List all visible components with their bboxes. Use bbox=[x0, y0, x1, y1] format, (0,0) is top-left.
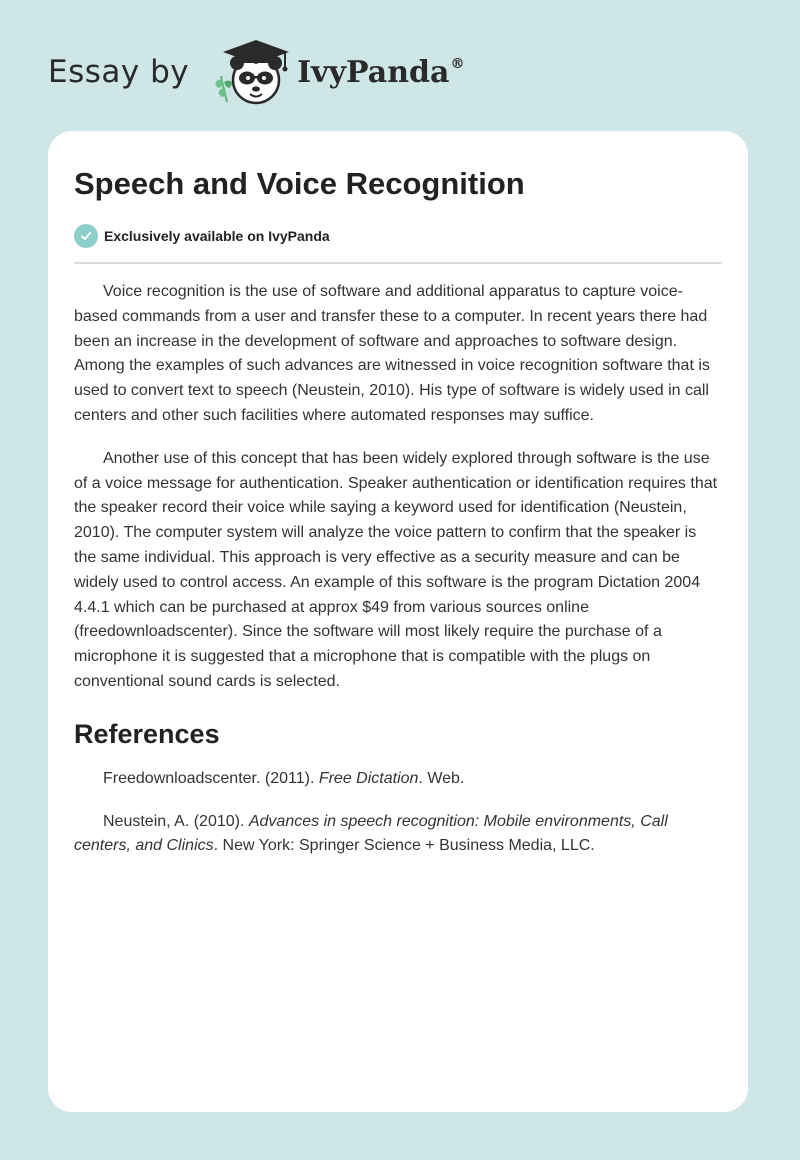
reference-prefix: Neustein, A. (2010). bbox=[103, 812, 249, 830]
paragraph: Another use of this concept that has been widely explored through software is the use of a voice message for authentication. Speaker authentication or identification requires that the speaker record their voice while saying a keyword used for identification (Neustein, 2010). The computer system will analyze the voice pattern to confirm that the speaker is the same individual. This approach is very effective as a security measure and can be widely used to control access. An example of this software is the program Dictation 2004 4.4.1 which can be purchased at approx $49 from various sources online (freedownloadscenter). Since the software will most likely require the purchase of a microphone it is suggested that a microphone that is compatible with the plugs on conventional sound cards is selected. bbox=[74, 449, 718, 690]
essay-card bbox=[48, 131, 748, 1112]
badge-label: Exclusively available on IvyPanda bbox=[104, 228, 330, 244]
reference-suffix: . New York: Springer Science + Business Media, LLC. bbox=[213, 837, 595, 855]
reference-title: Free Dictation bbox=[318, 769, 419, 787]
references-heading: References bbox=[74, 718, 220, 749]
brand-name[interactable] bbox=[297, 55, 464, 90]
site-header bbox=[48, 36, 508, 108]
divider bbox=[74, 262, 722, 264]
reference-title: Advances in speech recognition: Mobile environments, Call centers, and Clinics bbox=[74, 812, 668, 855]
paragraph: Voice recognition is the use of software and additional apparatus to capture voice-based commands from a user and transfer these to a computer. In recent years there had been an increase in the development of software and approaches to software design. Among the examples of such advances are witnessed in voice recognition software that is used to convert text to speech (Neustein, 2010). His type of software is widely used in call centers and other such facilities where automated responses may suffice. bbox=[74, 283, 710, 424]
reference-item bbox=[74, 767, 722, 792]
essay-by-label: Essay by bbox=[48, 54, 190, 90]
brand-text: IvyPanda bbox=[297, 54, 450, 90]
check-icon bbox=[74, 224, 98, 248]
exclusive-badge bbox=[74, 224, 722, 248]
essay-body bbox=[74, 280, 722, 695]
reference-prefix: Freedownloadscenter. (2011). bbox=[103, 769, 319, 787]
page-title: Speech and Voice Recognition bbox=[74, 166, 525, 201]
panda-logo-icon[interactable] bbox=[207, 36, 293, 108]
reference-item bbox=[74, 810, 722, 860]
registered-mark: ® bbox=[450, 55, 465, 72]
reference-suffix: . Web. bbox=[418, 769, 465, 787]
